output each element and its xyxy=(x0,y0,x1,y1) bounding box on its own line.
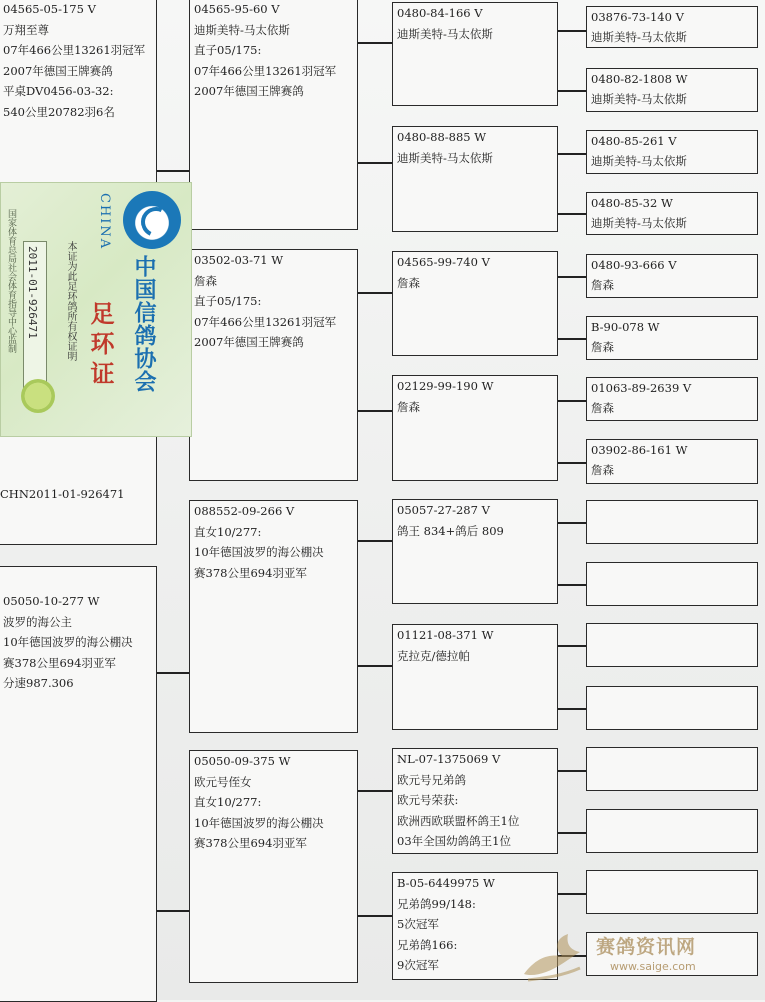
pedigree-line: 直女10/277: xyxy=(194,524,262,539)
pedigree-line: 詹森 xyxy=(397,275,420,290)
ancestor-box xyxy=(586,316,758,360)
connector xyxy=(358,790,392,792)
pedigree-line: 欧元号侄女 xyxy=(194,774,252,789)
ancestor-box xyxy=(586,68,758,112)
pedigree-line: 欧元号荣获: xyxy=(397,793,459,807)
empty-ancestor-box xyxy=(586,809,758,853)
pedigree-line: 直子05/175: xyxy=(194,43,262,57)
connector xyxy=(558,832,586,834)
pedigree-line: 迪斯美特-马太依斯 xyxy=(591,30,687,44)
pedigree-line: 2007年德国王牌赛鸽 xyxy=(3,63,113,78)
pedigree-line: 0480-85-32 W xyxy=(591,196,673,210)
connector xyxy=(558,645,586,647)
granddam-box xyxy=(189,750,358,983)
watermark-name: 赛鸽资讯网 xyxy=(596,936,697,958)
empty-ancestor-box xyxy=(586,500,758,544)
pedigree-line: 赛378公里694羽亚军 xyxy=(194,565,307,580)
pedigree-line: 克拉克/德拉帕 xyxy=(397,648,470,663)
certificate-note: 本证为此足环鸽所有权证明 xyxy=(65,241,76,361)
pedigree-line: 01121-08-371 W xyxy=(397,628,494,642)
pedigree-line: 赛378公里694羽亚军 xyxy=(3,655,116,670)
pedigree-line: 10年德国波罗的海公棚决 xyxy=(3,635,133,649)
connector xyxy=(358,42,392,44)
pedigree-line: 平桌DV0456-03-32: xyxy=(3,84,114,98)
pedigree-line: 欧洲西欧联盟杯鸽王1位 xyxy=(397,813,520,828)
certificate-id: CHN2011-01-926471 xyxy=(0,487,125,501)
certificate-number: 2011-01-926471 xyxy=(26,246,39,339)
pedigree-line: 迪斯美特-马太依斯 xyxy=(397,26,493,41)
ancestor-box xyxy=(586,377,758,421)
connector xyxy=(558,584,586,586)
ring-certificate xyxy=(0,182,192,437)
connector xyxy=(558,462,586,464)
connector xyxy=(358,410,392,412)
pedigree-line: 07年466公里13261羽冠军 xyxy=(3,43,146,57)
pedigree-line: 迪斯美特-马太依斯 xyxy=(591,216,687,230)
pedigree-line: 03年全国幼鸽鸽王1位 xyxy=(397,834,511,848)
pedigree-line: 欧元号兄弟鸽 xyxy=(397,772,466,787)
pedigree-line: 03502-03-71 W xyxy=(194,253,284,267)
connector xyxy=(358,540,392,542)
certificate-country: CHINA xyxy=(97,193,112,251)
pedigree-line: 0480-82-1808 W xyxy=(591,72,688,86)
connector xyxy=(558,770,586,772)
connector xyxy=(558,213,586,215)
pigeon-watermark-icon xyxy=(518,928,588,986)
pedigree-line: 07年466公里13261羽冠军 xyxy=(194,63,337,78)
pigeon-association-logo-icon xyxy=(123,191,181,249)
certificate-issuer: 国家体育总局社会体育指导中心监制 xyxy=(6,209,16,353)
pedigree-line: 2007年德国王牌赛鸽 xyxy=(194,335,304,349)
ancestor-box xyxy=(392,499,558,604)
ancestor-box xyxy=(586,6,758,48)
pedigree-line: 540公里20782羽6名 xyxy=(3,104,115,119)
ancestor-box xyxy=(392,748,558,854)
connector xyxy=(358,162,392,164)
pedigree-line: 分速987.306 xyxy=(3,676,74,690)
connector xyxy=(558,708,586,710)
grandsire-box xyxy=(189,500,358,733)
ancestor-box xyxy=(392,2,558,106)
pedigree-line: 03876-73-140 V xyxy=(591,10,684,24)
empty-ancestor-box xyxy=(586,686,758,730)
ancestor-box xyxy=(392,251,558,356)
pedigree-line: 9次冠军 xyxy=(397,958,439,972)
ancestor-box xyxy=(586,192,758,235)
connector xyxy=(358,915,392,917)
seal-icon xyxy=(21,379,55,413)
connector xyxy=(558,400,586,402)
pedigree-line: NL-07-1375069 V xyxy=(397,752,501,766)
ancestor-box xyxy=(392,624,558,730)
pedigree-line: 詹森 xyxy=(591,278,614,292)
certificate-title: 足环证 xyxy=(86,301,115,391)
ancestor-box xyxy=(392,375,558,481)
pedigree-line: 04565-99-740 V xyxy=(397,255,490,269)
pedigree-line: 2007年德国王牌赛鸽 xyxy=(194,84,304,98)
empty-ancestor-box xyxy=(586,623,758,667)
pedigree-line: 03902-86-161 W xyxy=(591,443,688,457)
grandsire-box xyxy=(189,0,358,230)
pedigree-line: B-90-078 W xyxy=(591,320,660,334)
pedigree-line: 直女10/277: xyxy=(194,795,262,809)
pedigree-line: 05057-27-287 V xyxy=(397,503,490,517)
connector xyxy=(558,90,586,92)
pedigree-line: 迪斯美特-马太依斯 xyxy=(194,22,290,37)
connector xyxy=(558,153,586,155)
empty-ancestor-box xyxy=(586,562,758,606)
pedigree-line: 088552-09-266 V xyxy=(194,504,295,518)
pedigree-line: 0480-85-261 V xyxy=(591,134,677,148)
pedigree-line: 波罗的海公主 xyxy=(3,614,72,629)
connector xyxy=(558,30,586,32)
pedigree-line: 10年德国波罗的海公棚决 xyxy=(194,545,324,559)
pedigree-line: 02129-99-190 W xyxy=(397,379,494,393)
pedigree-line: 0480-88-885 W xyxy=(397,130,487,144)
pedigree-line: 04565-95-60 V xyxy=(194,2,280,16)
connector xyxy=(558,893,586,895)
ancestor-box xyxy=(392,126,558,232)
pedigree-line: 赛378公里694羽亚军 xyxy=(194,836,307,850)
watermark xyxy=(518,928,758,986)
pedigree-line: 直子05/175: xyxy=(194,294,262,308)
pedigree-line: 鸽王 834+鸽后 809 xyxy=(397,523,504,538)
pedigree-line: 迪斯美特-马太依斯 xyxy=(591,92,687,106)
pedigree-line: 05050-10-277 W xyxy=(3,594,100,608)
pedigree-line: 07年466公里13261羽冠军 xyxy=(194,314,337,329)
pedigree-line: 01063-89-2639 V xyxy=(591,381,692,395)
pedigree-line: 詹森 xyxy=(591,401,614,415)
connector xyxy=(358,665,392,667)
pedigree-line: 詹森 xyxy=(194,273,217,288)
pedigree-line: 0480-84-166 V xyxy=(397,6,483,20)
connector xyxy=(358,292,392,294)
connector xyxy=(558,522,586,524)
pedigree-line: 04565-05-175 V xyxy=(3,2,96,16)
empty-ancestor-box xyxy=(586,747,758,791)
ancestor-box xyxy=(586,130,758,174)
pedigree-line: 迪斯美特-马太依斯 xyxy=(591,154,687,168)
connector xyxy=(157,672,189,674)
connector xyxy=(157,910,189,912)
pedigree-line: 5次冠军 xyxy=(397,917,439,931)
connector xyxy=(558,276,586,278)
pedigree-line: 迪斯美特-马太依斯 xyxy=(397,150,493,165)
certificate-org: 中国信鸽协会 xyxy=(131,255,157,393)
ancestor-box xyxy=(586,439,758,484)
pedigree-line: 05050-09-375 W xyxy=(194,754,291,768)
dam-box xyxy=(0,566,157,1002)
pedigree-line: 詹森 xyxy=(397,399,420,414)
ancestor-box xyxy=(586,254,758,298)
pedigree-line: 10年德国波罗的海公棚决 xyxy=(194,815,324,830)
pedigree-line: 詹森 xyxy=(591,463,614,477)
pedigree-line: 詹森 xyxy=(591,340,614,354)
granddam-box xyxy=(189,249,358,481)
pedigree-line: 兄弟鸽166: xyxy=(397,937,458,952)
connector xyxy=(157,170,189,172)
watermark-url: www.saige.com xyxy=(610,960,696,973)
pedigree-line: B-05-6449975 W xyxy=(397,876,495,890)
pedigree-line: 兄弟鸽99/148: xyxy=(397,896,476,911)
connector xyxy=(558,338,586,340)
empty-ancestor-box xyxy=(586,870,758,914)
pedigree-line: 0480-93-666 V xyxy=(591,258,677,272)
pedigree-line: 万翔至尊 xyxy=(3,22,49,37)
